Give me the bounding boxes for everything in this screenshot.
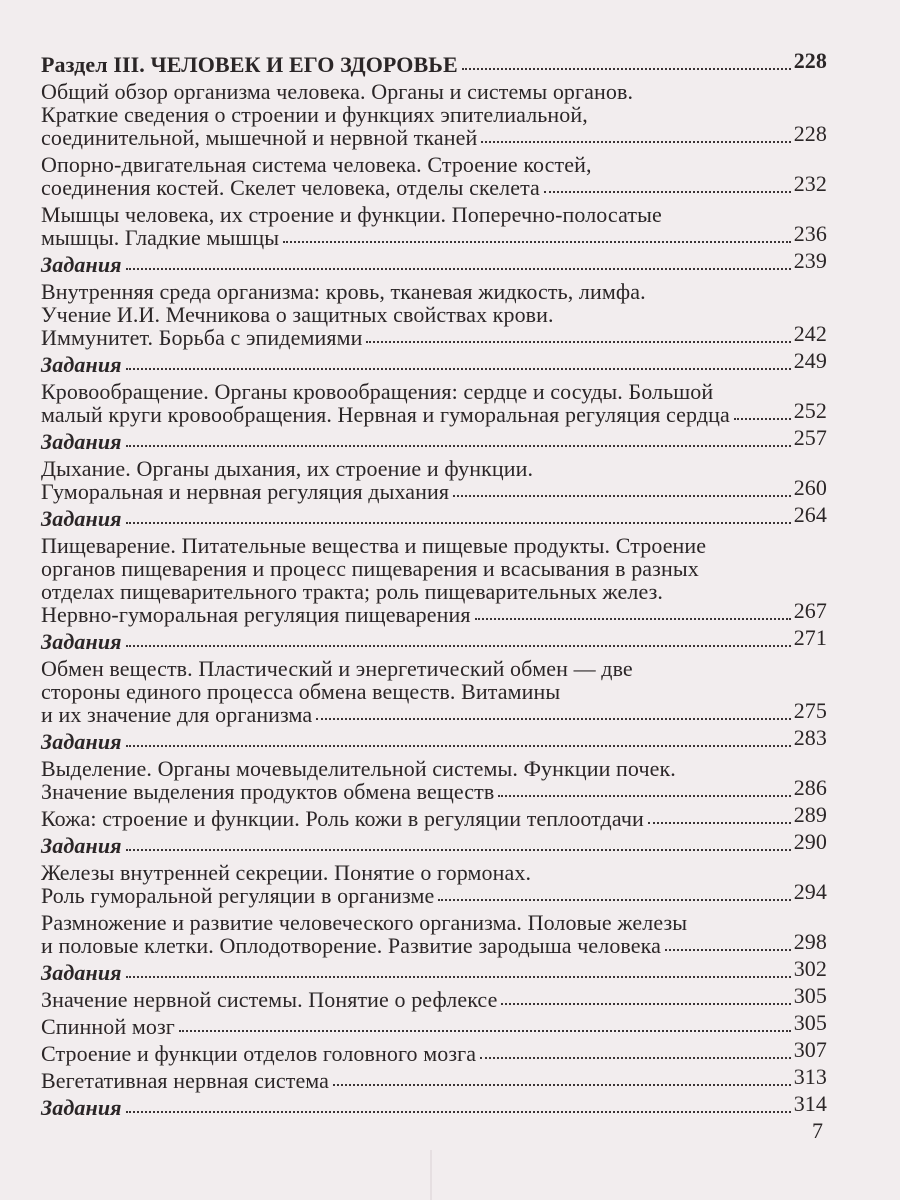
dot-leader <box>126 522 791 524</box>
toc-page-number: 289 <box>793 802 827 827</box>
toc-entry-title: Опорно-двигательная система человека. Строение костей, <box>41 152 592 177</box>
toc-page-number: 228 <box>793 48 827 73</box>
toc-page-number: 242 <box>793 321 827 346</box>
toc-entry-title: Задания <box>41 429 122 454</box>
toc-line <box>41 557 827 580</box>
toc-page-number: 314 <box>793 1091 827 1116</box>
toc-entry-title: Значение выделения продуктов обмена веществ <box>41 779 495 804</box>
toc-line <box>41 221 827 250</box>
toc-page-number: 271 <box>793 625 827 650</box>
dot-leader <box>126 745 791 747</box>
toc-entry-assignments <box>41 425 827 454</box>
toc-line <box>41 203 827 226</box>
toc-entry-title: Строение и функции отделов головного мозга <box>41 1041 477 1066</box>
dot-leader <box>126 849 791 851</box>
toc-entry-title: Обмен веществ. Пластический и энергетический обмен — две <box>41 656 633 681</box>
section-heading <box>41 48 827 77</box>
dot-leader <box>333 1084 791 1086</box>
toc-page-number: 294 <box>793 879 827 904</box>
toc-page-number: 290 <box>793 829 827 854</box>
toc-page-number: 286 <box>793 775 827 800</box>
toc-line <box>41 757 827 780</box>
toc-entry-title: Задания <box>41 252 122 277</box>
toc-page-number: 283 <box>793 725 827 750</box>
dot-leader <box>462 68 791 70</box>
toc-line <box>41 698 827 727</box>
toc-entry-title: Железы внутренней секреции. Понятие о гормонах. <box>41 860 532 885</box>
dot-leader <box>481 141 790 143</box>
toc-line <box>41 1091 827 1120</box>
dot-leader <box>126 445 791 447</box>
toc-line <box>41 248 827 277</box>
toc-entry-title: малый круги кровообращения. Нервная и гуморальная регуляция сердца <box>41 402 730 427</box>
toc-entry-title: Задания <box>41 833 122 858</box>
toc-page-number: 257 <box>793 425 827 450</box>
toc-line <box>41 48 827 77</box>
toc-entry-title: Вегетативная нервная система <box>41 1068 330 1093</box>
toc-entry-title: и половые клетки. Оплодотворение. Развитие зародыша человека <box>41 933 661 958</box>
toc-entry-title: Краткие сведения о строении и функциях эпителиальной, <box>41 102 588 127</box>
toc-line <box>41 1010 827 1039</box>
dot-leader <box>126 1111 791 1113</box>
toc-entry <box>41 380 827 426</box>
toc-line <box>41 879 827 908</box>
toc-page-number: 305 <box>793 1010 827 1035</box>
toc-page-number: 260 <box>793 475 827 500</box>
toc-entry-assignments <box>41 956 827 985</box>
toc-line <box>41 303 827 326</box>
toc-line <box>41 725 827 754</box>
toc-entry-title: Нервно-гуморальная регуляция пищеварения <box>41 602 471 627</box>
dot-leader <box>453 495 791 497</box>
toc-line <box>41 153 827 176</box>
toc-entry-title: Значение нервной системы. Понятие о рефлексе <box>41 987 498 1012</box>
toc-entry-title: Задания <box>41 1095 122 1120</box>
toc-line <box>41 321 827 350</box>
toc-line <box>41 911 827 934</box>
toc-entry <box>41 657 827 726</box>
toc-page-number: 275 <box>793 698 827 723</box>
dot-leader <box>734 418 791 420</box>
toc-entry-title: Гуморальная и нервная регуляция дыхания <box>41 479 450 504</box>
toc-line <box>41 598 827 627</box>
toc-line <box>41 475 827 504</box>
toc-entry-title: Кровообращение. Органы кровообращения: сердце и сосуды. Большой <box>41 379 714 404</box>
toc-line <box>41 121 827 150</box>
page-number: 7 <box>812 1118 823 1143</box>
toc-entry-title: Задания <box>41 629 122 654</box>
dot-leader <box>179 1030 791 1032</box>
toc-line <box>41 425 827 454</box>
toc-line <box>41 398 827 427</box>
toc-line <box>41 80 827 103</box>
toc-line <box>41 534 827 557</box>
toc-page-number: 236 <box>793 221 827 246</box>
toc-page-number: 307 <box>793 1037 827 1062</box>
dot-leader <box>126 976 791 978</box>
dot-leader <box>316 718 790 720</box>
toc-entry-title: стороны единого процесса обмена веществ. Витамины <box>41 679 561 704</box>
toc-entry-title: Задания <box>41 960 122 985</box>
toc-entry <box>41 203 827 249</box>
table-of-contents <box>41 48 827 1123</box>
dot-leader <box>501 1003 790 1005</box>
toc-entry-title: органов пищеварения и процесс пищеварения и всасывания в разных <box>41 556 699 581</box>
toc-entry-title: соединительной, мышечной и нервной тканей <box>41 125 478 150</box>
toc-entry-title: отделах пищеварительного тракта; роль пищеварительных желез. <box>41 579 663 604</box>
toc-entry <box>41 1010 827 1039</box>
toc-entry <box>41 802 827 831</box>
toc-entry-title: Раздел III. ЧЕЛОВЕК И ЕГО ЗДОРОВЬЕ <box>41 52 458 77</box>
toc-entry <box>41 1037 827 1066</box>
toc-line <box>41 1037 827 1066</box>
dot-leader <box>665 949 791 951</box>
toc-entry <box>41 983 827 1012</box>
toc-line <box>41 103 827 126</box>
toc-entry-assignments <box>41 248 827 277</box>
dot-leader <box>498 795 790 797</box>
toc-entry-title: Иммунитет. Борьба с эпидемиями <box>41 325 363 350</box>
toc-entry-title: Задания <box>41 352 122 377</box>
toc-entry-title: Мышцы человека, их строение и функции. Поперечно-полосатые <box>41 202 662 227</box>
toc-line <box>41 983 827 1012</box>
toc-line <box>41 956 827 985</box>
toc-entry-title: Учение И.И. Мечникова о защитных свойствах крови. <box>41 302 554 327</box>
toc-page-number: 305 <box>793 983 827 1008</box>
toc-entry <box>41 280 827 349</box>
toc-page-number: 298 <box>793 929 827 954</box>
toc-entry-title: Задания <box>41 729 122 754</box>
toc-entry-title: Пищеварение. Питательные вещества и пищевые продукты. Строение <box>41 533 707 558</box>
toc-line <box>41 829 827 858</box>
toc-entry <box>41 861 827 907</box>
toc-line <box>41 580 827 603</box>
toc-line <box>41 380 827 403</box>
toc-entry-title: Задания <box>41 506 122 531</box>
toc-line <box>41 348 827 377</box>
toc-page-number: 264 <box>793 502 827 527</box>
toc-entry-title: мышцы. Гладкие мышцы <box>41 225 280 250</box>
toc-line <box>41 775 827 804</box>
toc-line <box>41 1064 827 1093</box>
dot-leader <box>283 241 791 243</box>
toc-page-number: 239 <box>793 248 827 273</box>
toc-entry-title: Кожа: строение и функции. Роль кожи в регуляции теплоотдачи <box>41 806 644 831</box>
toc-entry-assignments <box>41 829 827 858</box>
toc-entry-title: и их значение для организма <box>41 702 313 727</box>
toc-entry-title: Внутренняя среда организма: кровь, тканевая жидкость, лимфа. <box>41 279 646 304</box>
toc-entry-title: Размножение и развитие человеческого организма. Половые железы <box>41 910 688 935</box>
toc-page-number: 252 <box>793 398 827 423</box>
dot-leader <box>126 368 791 370</box>
toc-entry-assignments <box>41 1091 827 1120</box>
toc-entry <box>41 757 827 803</box>
toc-entry <box>41 1064 827 1093</box>
toc-line <box>41 861 827 884</box>
toc-line <box>41 171 827 200</box>
dot-leader <box>648 822 791 824</box>
toc-entry <box>41 457 827 503</box>
toc-line <box>41 929 827 958</box>
toc-entry-title: Выделение. Органы мочевыделительной системы. Функции почек. <box>41 756 676 781</box>
dot-leader <box>438 899 790 901</box>
toc-entry-assignments <box>41 725 827 754</box>
toc-entry-title: Роль гуморальной регуляции в организме <box>41 883 435 908</box>
toc-entry-title: Дыхание. Органы дыхания, их строение и функции. <box>41 456 534 481</box>
toc-line <box>41 280 827 303</box>
toc-entry-assignments <box>41 502 827 531</box>
toc-entry-title: Спинной мозг <box>41 1014 175 1039</box>
toc-line <box>41 680 827 703</box>
toc-page-number: 249 <box>793 348 827 373</box>
toc-entry-title: соединения костей. Скелет человека, отделы скелета <box>41 175 540 200</box>
dot-leader <box>126 268 791 270</box>
toc-entry <box>41 153 827 199</box>
dot-leader <box>475 618 791 620</box>
dot-leader <box>366 341 790 343</box>
toc-entry-assignments <box>41 625 827 654</box>
dot-leader <box>480 1057 791 1059</box>
toc-entry-assignments <box>41 348 827 377</box>
dot-leader <box>126 645 791 647</box>
toc-page-number: 232 <box>793 171 827 196</box>
toc-page-number: 313 <box>793 1064 827 1089</box>
toc-line <box>41 657 827 680</box>
toc-page-number: 267 <box>793 598 827 623</box>
toc-line <box>41 802 827 831</box>
toc-entry <box>41 911 827 957</box>
toc-line <box>41 457 827 480</box>
toc-entry <box>41 80 827 149</box>
dot-leader <box>544 191 791 193</box>
toc-page-number: 302 <box>793 956 827 981</box>
toc-entry <box>41 534 827 626</box>
page-crease <box>430 1150 432 1200</box>
toc-page-number: 228 <box>793 121 827 146</box>
toc-entry-title: Общий обзор организма человека. Органы и системы органов. <box>41 79 634 104</box>
toc-line <box>41 502 827 531</box>
toc-line <box>41 625 827 654</box>
